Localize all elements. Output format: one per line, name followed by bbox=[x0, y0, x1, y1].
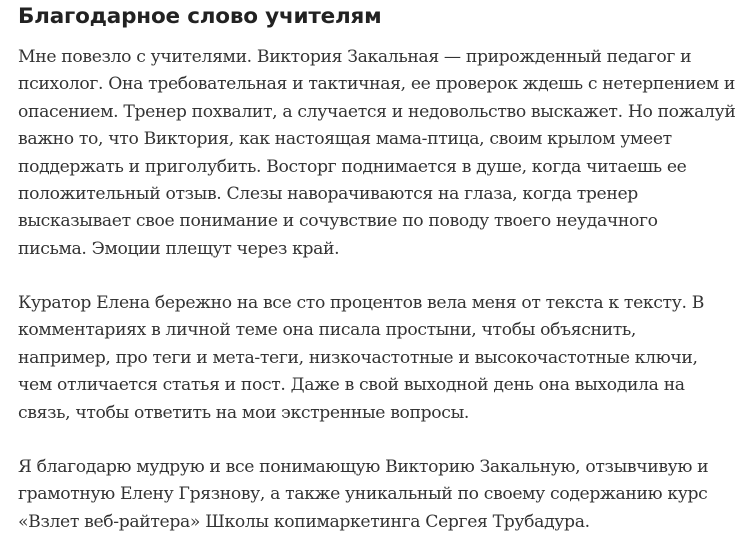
paragraph-line: Мне повезло с учителями. Виктория Закальная — прирожденный педагог и bbox=[18, 47, 692, 67]
paragraph-line: комментариях в личной теме она писала простыни, чтобы объяснить, bbox=[18, 320, 636, 341]
paragraph-line: «Взлет веб-райтера» Школы копимаркетинга Сергея Трубадура. bbox=[18, 511, 590, 532]
paragraph-line: чем отличается статья и пост. Даже в свой выходной день она выходила на bbox=[18, 375, 685, 396]
article-paragraph-1 bbox=[18, 44, 740, 263]
paragraph-line: Куратор Елена бережно на все сто процентов вела меня от текста к тексту. В bbox=[18, 293, 704, 313]
paragraph-line: важно то, что Виктория, как настоящая мама-птица, своим крылом умеет bbox=[18, 129, 672, 150]
paragraph-line: поддержать и приголубить. Восторг поднимается в душе, когда читаешь ее bbox=[18, 156, 687, 177]
paragraph-line: грамотную Елену Грязнову, а также уникальный по своему содержанию курс bbox=[18, 484, 708, 505]
article-heading: Благодарное слово учителям bbox=[18, 4, 382, 29]
article-paragraph-2 bbox=[18, 290, 740, 427]
paragraph-line: например, про теги и мета-теги, низкочастотные и высокочастотные ключи, bbox=[18, 347, 698, 368]
paragraph-line: Я благодарю мудрую и все понимающую Викторию Закальную, отзывчивую и bbox=[18, 457, 709, 477]
article-paragraph-3 bbox=[18, 454, 740, 536]
paragraph-line: опасением. Тренер похвалит, а случается и недовольство выскажет. Но пожалуй bbox=[18, 101, 736, 122]
paragraph-line: высказывает свое понимание и сочувствие по поводу твоего неудачного bbox=[18, 211, 658, 232]
paragraph-line: положительный отзыв. Слезы наворачиваются на глаза, когда тренер bbox=[18, 184, 638, 205]
paragraph-line: психолог. Она требовательная и тактичная, ее проверок ждешь с нетерпением и bbox=[18, 74, 736, 95]
paragraph-line: письма. Эмоции плещут через край. bbox=[18, 238, 340, 259]
paragraph-line: связь, чтобы ответить на мои экстренные вопросы. bbox=[18, 402, 470, 423]
